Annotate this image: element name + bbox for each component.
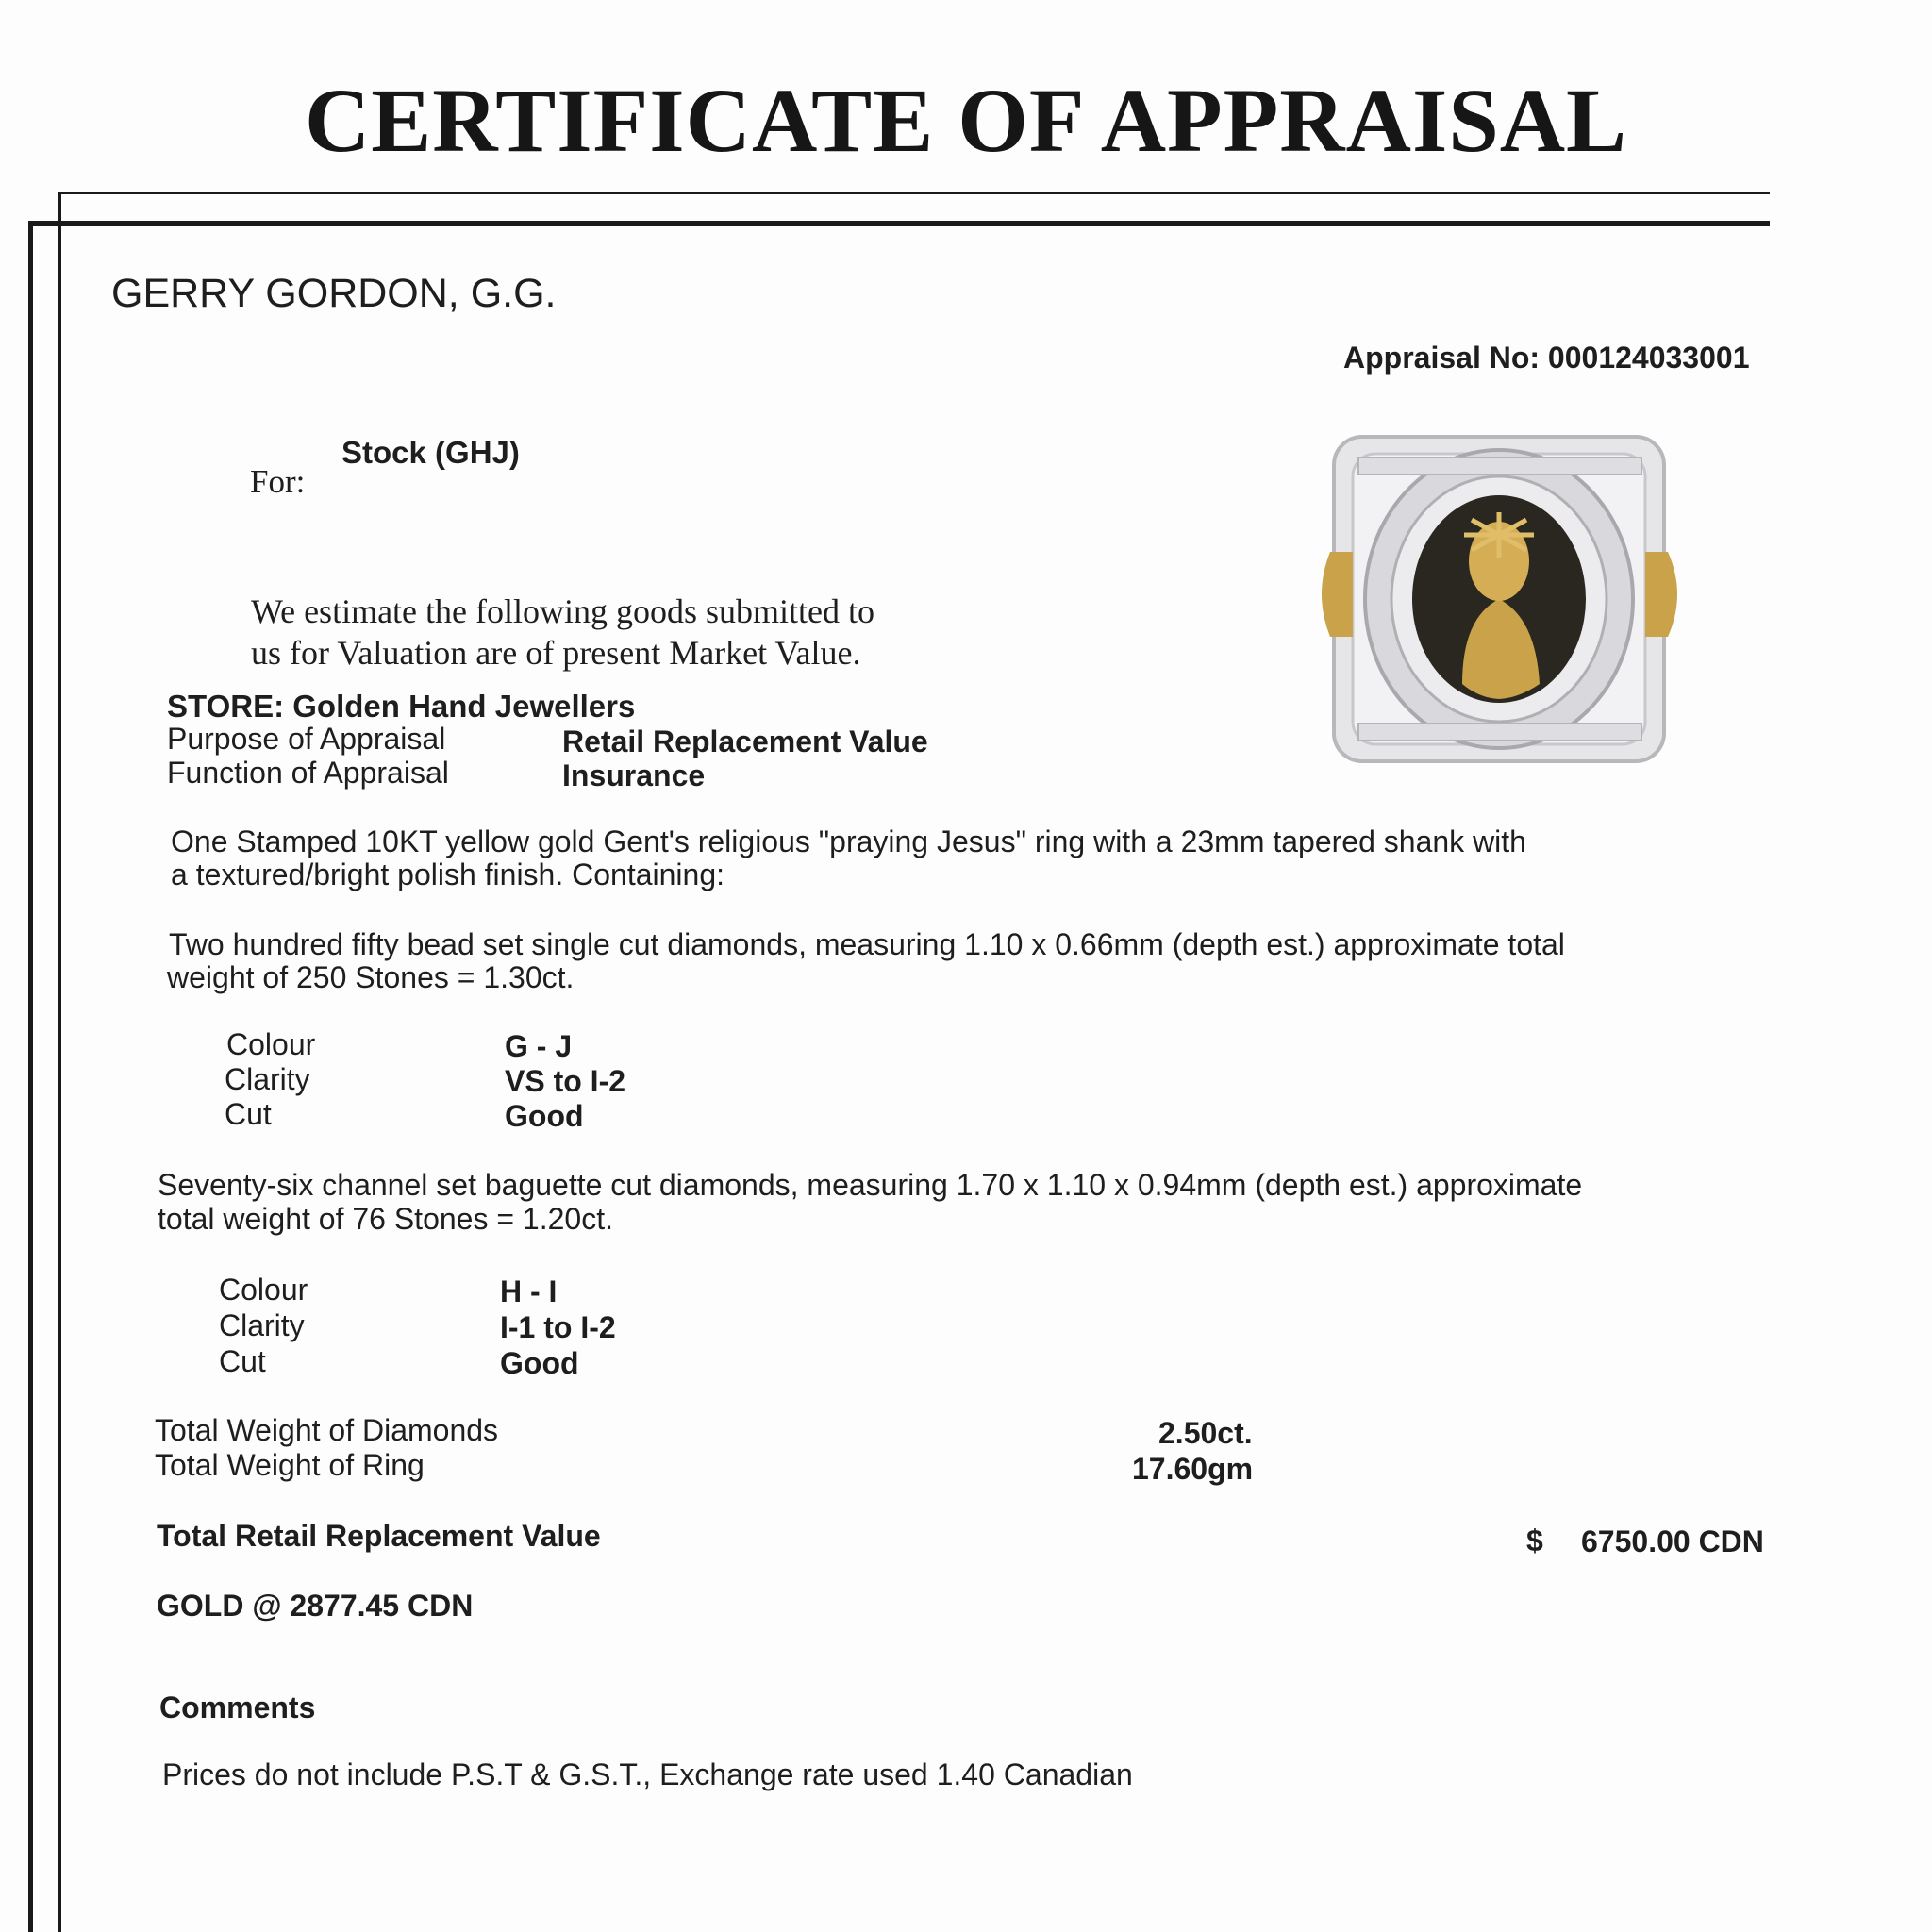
for-value: Stock (GHJ) (341, 435, 520, 470)
function-value: Insurance (562, 758, 706, 792)
appraisal-number: Appraisal No: 000124033001 (1343, 341, 1750, 375)
total-ring-value: 17.60gm (1132, 1452, 1254, 1486)
purpose-label: Purpose of Appraisal (167, 722, 446, 756)
total-value-amount: 6750.00 CDN (1581, 1524, 1764, 1558)
diamonds-2-clarity-value: I-1 to I-2 (500, 1310, 616, 1344)
frame-left-line-inner (58, 192, 61, 1932)
diamonds-1-cut-value: Good (505, 1099, 584, 1133)
diamonds-1-cut-label: Cut (225, 1097, 272, 1131)
frame-top-line-inner (32, 221, 1770, 226)
ring-illustration (1321, 429, 1679, 769)
currency-symbol: $ (1526, 1524, 1543, 1557)
comments-text: Prices do not include P.S.T & G.S.T., Exchange rate used 1.40 Canadian (162, 1757, 1133, 1791)
total-value-label: Total Retail Replacement Value (157, 1519, 601, 1553)
appraiser-name: GERRY GORDON, G.G. (111, 271, 557, 316)
diamonds-2-colour-value: H - I (500, 1274, 558, 1308)
function-label: Function of Appraisal (167, 756, 449, 790)
diamonds-1-colour-label: Colour (226, 1027, 316, 1061)
purpose-value: Retail Replacement Value (562, 724, 928, 758)
estimate-line-2: us for Valuation are of present Market Value. (251, 634, 861, 672)
frame-left-line-outer (28, 221, 33, 1932)
diamonds-2-colour-label: Colour (219, 1273, 308, 1307)
description-line-1: One Stamped 10KT yellow gold Gent's religious "praying Jesus" ring with a 23mm tapered shank with (171, 824, 1526, 858)
description-line-2: a textured/bright polish finish. Containing: (171, 858, 725, 891)
gold-price: GOLD @ 2877.45 CDN (157, 1589, 474, 1623)
diamonds-1-clarity-value: VS to I-2 (505, 1064, 626, 1098)
diamonds-1-clarity-label: Clarity (225, 1062, 310, 1096)
total-ring-label: Total Weight of Ring (155, 1448, 425, 1482)
diamonds-2-line-2: total weight of 76 Stones = 1.20ct. (158, 1202, 613, 1236)
diamonds-2-cut-label: Cut (219, 1344, 266, 1378)
comments-heading: Comments (159, 1690, 316, 1724)
diamonds-1-line-2: weight of 250 Stones = 1.30ct. (167, 960, 575, 994)
total-diamonds-value: 2.50ct. (1158, 1416, 1253, 1450)
diamonds-2-clarity-label: Clarity (219, 1308, 305, 1342)
estimate-line-1: We estimate the following goods submitted to (251, 592, 875, 630)
frame-top-line-outer (58, 192, 1770, 194)
diamonds-1-colour-value: G - J (505, 1029, 573, 1063)
diamonds-2-cut-value: Good (500, 1346, 579, 1380)
diamonds-1-line-1: Two hundred fifty bead set single cut diamonds, measuring 1.10 x 0.66mm (depth est.) approximate total (169, 927, 1565, 961)
total-diamonds-label: Total Weight of Diamonds (155, 1413, 499, 1447)
diamonds-2-line-1: Seventy-six channel set baguette cut diamonds, measuring 1.70 x 1.10 x 0.94mm (depth est.) approximate (158, 1168, 1583, 1202)
ring-photo (1321, 429, 1679, 769)
for-label: For: (250, 463, 306, 500)
certificate-title: CERTIFICATE OF APPRAISAL (304, 70, 1628, 171)
store-name: STORE: Golden Hand Jewellers (167, 689, 636, 724)
